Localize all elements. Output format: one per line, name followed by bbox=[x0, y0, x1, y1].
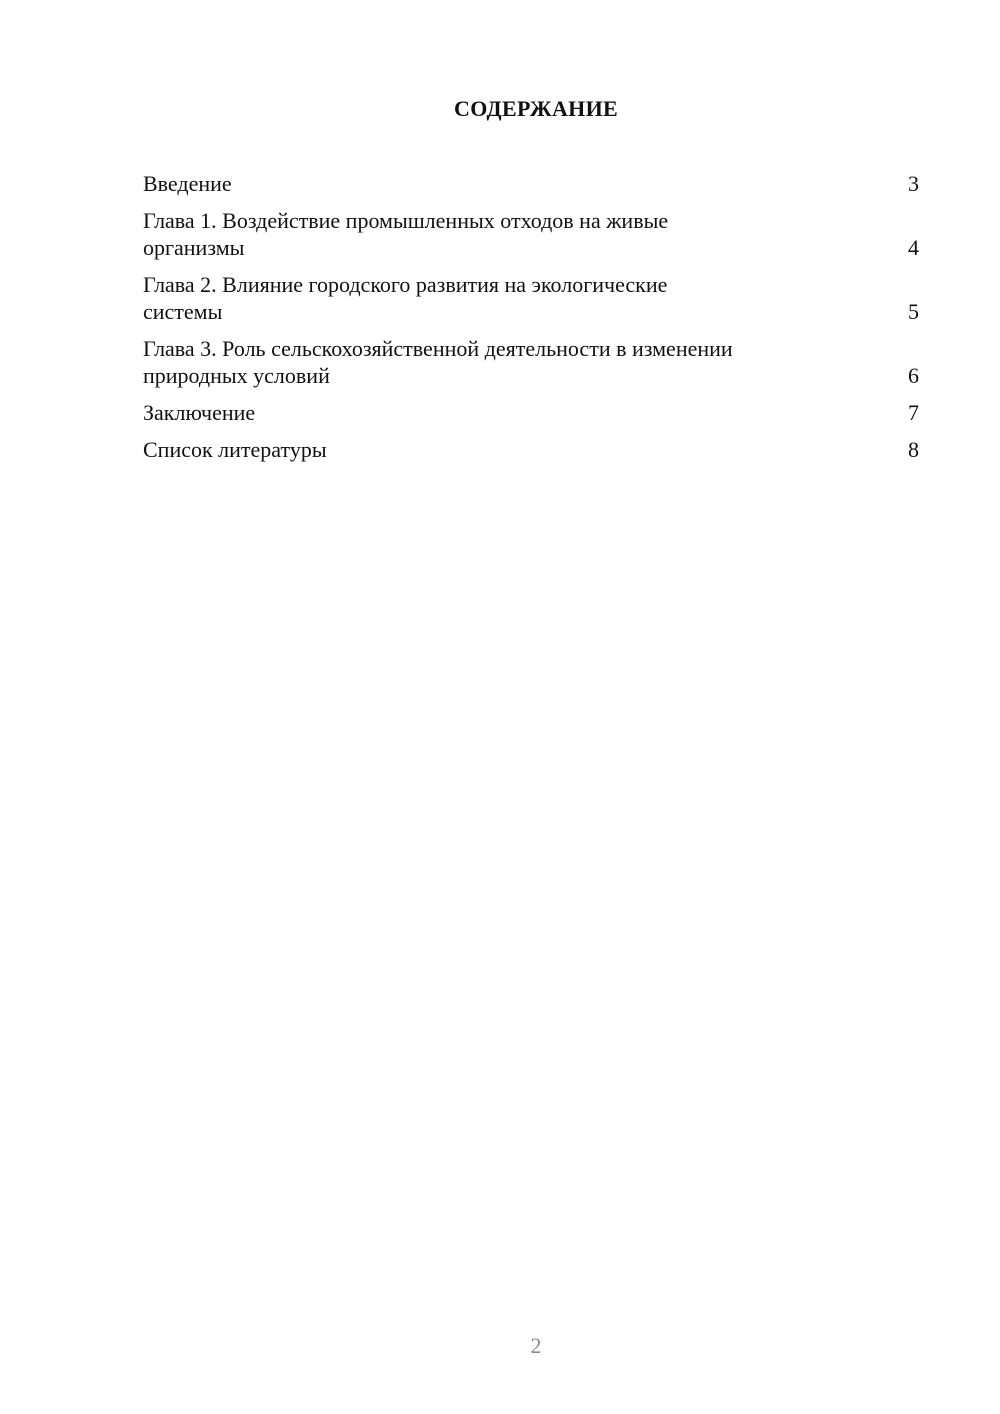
table-of-contents bbox=[143, 170, 919, 473]
toc-entry-page: 7 bbox=[908, 400, 919, 425]
toc-entry-label: Заключение bbox=[143, 400, 256, 425]
toc-entry-page: 3 bbox=[908, 171, 919, 196]
toc-entry-page: 5 bbox=[908, 299, 919, 324]
toc-entry-chapter-2 bbox=[143, 271, 919, 325]
toc-entry-chapter-3 bbox=[143, 335, 919, 389]
toc-entry-label: Глава 1. Воздействие промышленных отходов на живые организмы bbox=[143, 208, 669, 260]
toc-entry-conclusion bbox=[143, 399, 919, 426]
toc-entry-label: Глава 2. Влияние городского развития на экологические системы bbox=[143, 272, 668, 324]
toc-entry-page: 8 bbox=[908, 437, 919, 462]
toc-entry-label: Список литературы bbox=[143, 437, 327, 462]
toc-entry-introduction bbox=[143, 170, 919, 197]
toc-entry-page: 4 bbox=[908, 235, 919, 260]
page-number: 2 bbox=[530, 1333, 542, 1358]
toc-entry-label: Глава 3. Роль сельскохозяйственной деятельности в изменении природных условий bbox=[143, 336, 733, 388]
page-title: СОДЕРЖАНИЕ bbox=[454, 96, 618, 121]
toc-entry-page: 6 bbox=[908, 363, 919, 388]
toc-entry-references bbox=[143, 436, 919, 463]
toc-entry-chapter-1 bbox=[143, 207, 919, 261]
toc-entry-label: Введение bbox=[143, 171, 232, 196]
